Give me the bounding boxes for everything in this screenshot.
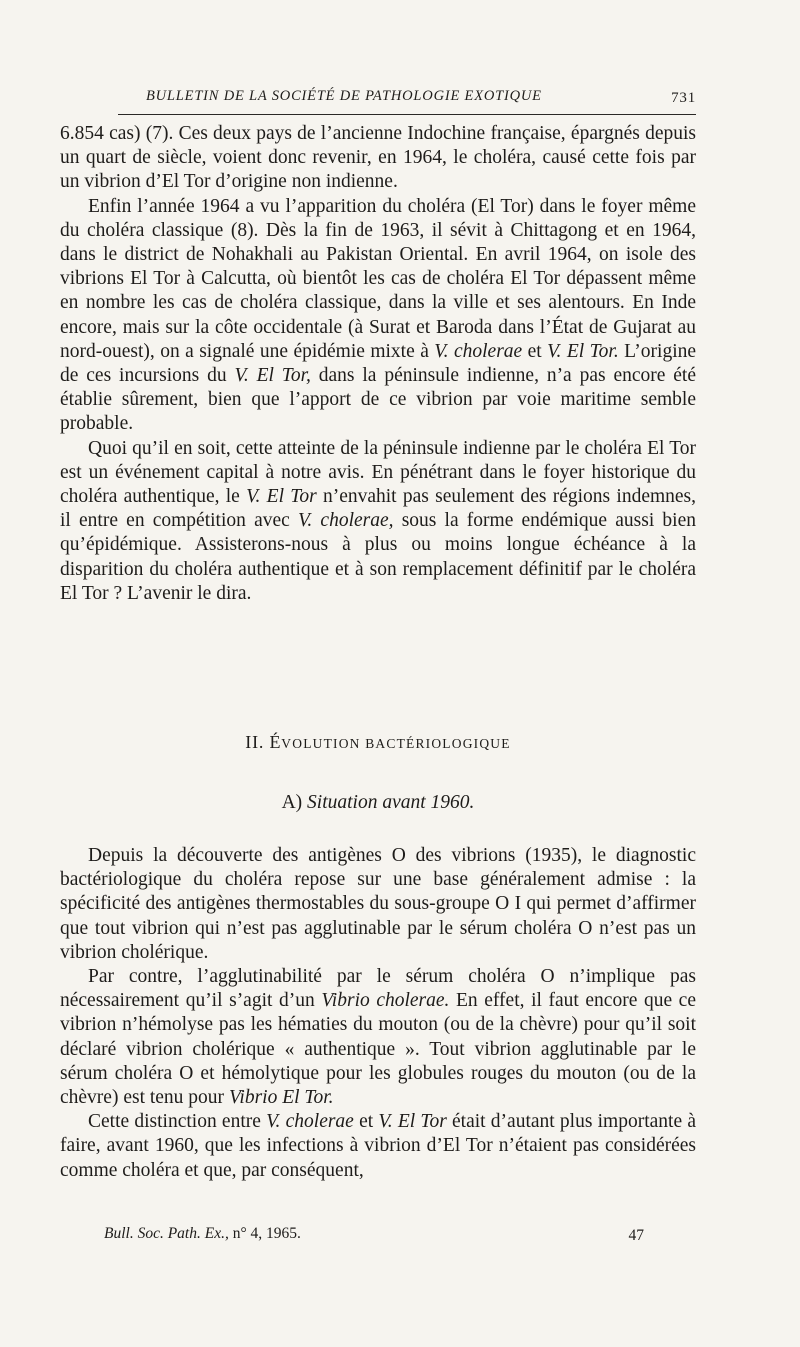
subsection-heading: A) Situation avant 1960. xyxy=(281,792,475,813)
page-number: 731 xyxy=(671,90,696,106)
paragraph-2: Enfin l’année 1964 a vu l’apparition du choléra (El Tor) dans le foyer même du choléra classique (8). Dès la fin de 1963, il sévit à Chittagong et en 1964, dans le district de Nohakhali au Pakistan Oriental. En avril 1964, on isole des vibrions El Tor à Calcutta, où bientôt les cas de choléra El Tor dépassent même en nombre les cas de choléra classique, dans la ville et ses alentours. En Inde encore, mais sur la côte occidentale (à Surat et Baroda dans l’État de Gujarat au nord-ouest), on a signalé une épidémie mixte à V. cholerae et V. El Tor. L’origine de ces incursions du V. El Tor, dans la péninsule indienne, n’a pas encore été établie sûrement, bien que l’apport de ce vibrion par voie maritime semble probable. xyxy=(60,195,697,435)
paragraph-1: 6.854 cas) (7). Ces deux pays de l’ancienne Indochine française, épargnés depuis un quart de siècle, voient donc revenir, en 1964, le choléra, causé cette fois par un vibrion d’El Tor d’origine non indienne. xyxy=(60,123,696,193)
signature-number: 47 xyxy=(628,1227,644,1244)
paragraph-5: Par contre, l’agglutinabilité par le sérum choléra O n’implique pas nécessairement qu’il s’agit d’un Vibrio cholerae. En effet, il faut encore que ce vibrion n’hémolyse pas les hématies du mouton (ou de la chèvre) pour qu’il soit déclaré vibrion cholérique « authentique ». Tout vibrion agglutinable par le sérum choléra O et hémolytique pour les globules rouges du mouton (ou de la chèvre) est tenu pour Vibrio El Tor. xyxy=(60,966,696,1109)
body-text-lower xyxy=(60,844,696,1183)
header-rule xyxy=(118,114,696,115)
section-heading: II. ÉVOLUTION BACTÉRIOLOGIQUE xyxy=(245,732,511,752)
paragraph-3: Quoi qu’il en soit, cette atteinte de la péninsule indienne par le choléra El Tor est un événement capital à notre avis. En pénétrant dans le foyer historique du choléra authentique, le V. El Tor n’envahit pas seulement des régions indemnes, il entre en compétition avec V. cholerae, sous la forme endémique aussi bien qu’épidémique. Assisterons-nous à plus ou moins longue échéance à la disparition du choléra authentique et à son remplacement définitif par le choléra El Tor ? L’avenir le dira. xyxy=(60,437,697,604)
paragraph-6: Cette distinction entre V. cholerae et V. El Tor était d’autant plus importante à faire, avant 1960, que les infections à vibrion d’El Tor n’étaient pas considérées comme choléra et que, par conséquent, xyxy=(60,1111,696,1181)
paragraph-4: Depuis la découverte des antigènes O des vibrions (1935), le diagnostic bactériologique du choléra repose sur une base généralement admise : la spécificité des antigènes thermostables du sous-groupe O I qui permet d’affirmer que tout vibrion qui n’est pas agglutinable par le sérum choléra O n’est pas un vibrion cholérique. xyxy=(60,845,696,963)
journal-title: BULLETIN DE LA SOCIÉTÉ DE PATHOLOGIE EXOTIQUE xyxy=(146,88,542,104)
body-text-upper xyxy=(60,122,696,606)
citation-reference: Bull. Soc. Path. Ex., n° 4, 1965. xyxy=(104,1225,301,1242)
